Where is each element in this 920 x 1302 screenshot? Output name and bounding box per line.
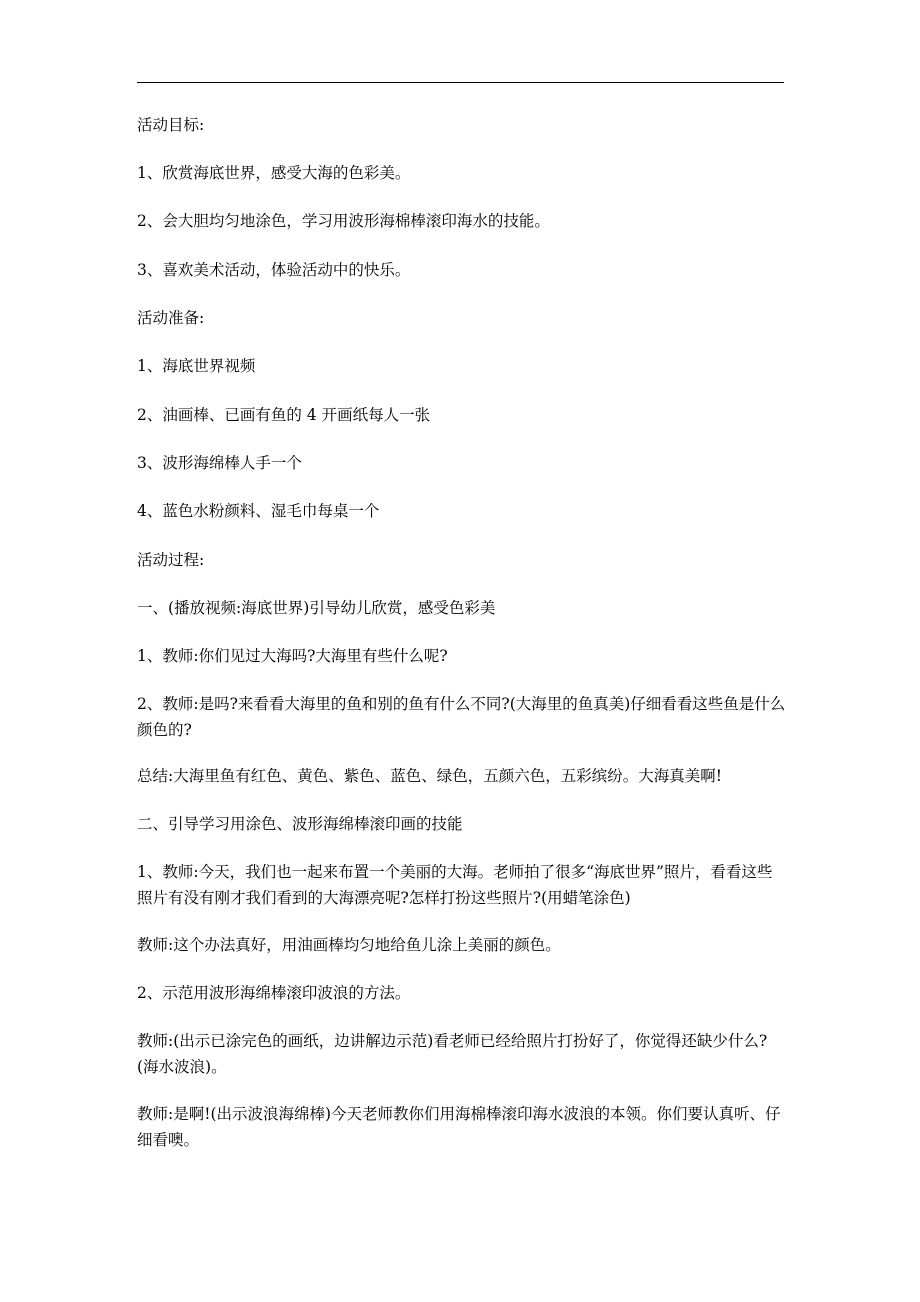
preparation-item-2: 2、油画棒、已画有鱼的 4 开画纸每人一张 (137, 406, 431, 424)
section-heading-process: 活动过程: (137, 551, 205, 569)
section-heading-preparation: 活动准备: (137, 309, 205, 327)
process-paragraph: 教师:这个办法真好，用油画棒均匀地给鱼儿涂上美丽的颜色。 (137, 936, 561, 954)
goal-item-2: 2、会大胆均匀地涂色，学习用波形海棉棒滚印海水的技能。 (137, 212, 550, 230)
preparation-item-1: 1、海底世界视频 (137, 357, 256, 375)
process-step-1: 一、(播放视频:海底世界)引导幼儿欣赏，感受色彩美 (137, 599, 496, 617)
process-paragraph: 2、教师:是吗?来看看大海里的鱼和别的鱼有什么不同?(大海里的鱼真美)仔细看看这些鱼是什么颜色的? (137, 695, 786, 739)
preparation-item-4: 4、蓝色水粉颜料、湿毛巾每桌一个 (137, 502, 380, 520)
section-heading-goals: 活动目标: (137, 116, 205, 134)
goal-item-3: 3、喜欢美术活动，体验活动中的快乐。 (137, 261, 411, 279)
goal-item-1: 1、欣赏海底世界，感受大海的色彩美。 (137, 164, 411, 182)
process-summary: 总结:大海里鱼有红色、黄色、紫色、蓝色、绿色，五颜六色，五彩缤纷。大海真美啊! (137, 767, 722, 785)
process-step-2: 二、引导学习用涂色、波形海绵棒滚印画的技能 (137, 815, 463, 833)
process-paragraph: 1、教师:你们见过大海吗?大海里有些什么呢? (137, 647, 448, 665)
process-paragraph: 教师:(出示已涂完色的画纸，边讲解边示范)看老师已经给照片打扮好了，你觉得还缺少什么?(海水波浪)。 (137, 1032, 768, 1076)
header-rule (137, 82, 784, 83)
process-paragraph: 教师:是啊!(出示波浪海绵棒)今天老师教你们用海棉棒滚印海水波浪的本领。你们要认真听、仔细看噢。 (137, 1105, 781, 1149)
process-paragraph: 1、教师:今天，我们也一起来布置一个美丽的大海。老师拍了很多“海底世界”照片，看看这些照片有没有刚才我们看到的大海漂亮呢?怎样打扮这些照片?(用蜡笔涂色) (137, 863, 773, 907)
preparation-item-3: 3、波形海绵棒人手一个 (137, 454, 302, 472)
process-paragraph: 2、示范用波形海绵棒滚印波浪的方法。 (137, 984, 411, 1002)
